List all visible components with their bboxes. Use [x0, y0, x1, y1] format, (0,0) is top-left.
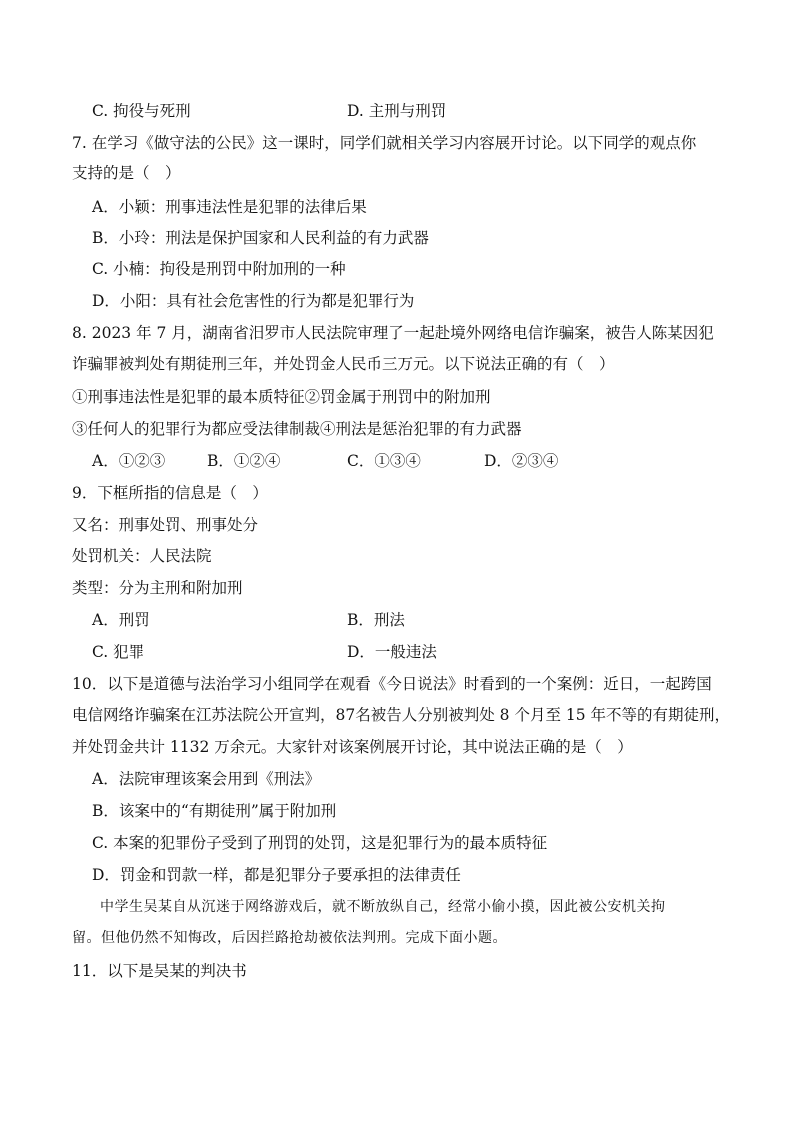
q7-stem-line-2: 支持的是（ ） — [72, 164, 181, 182]
q9-option-b: B．刑法 — [347, 611, 405, 629]
q7-option-d: D．小阳：具有社会危害性的行为都是犯罪行为 — [92, 292, 415, 310]
q9-box-line-3: 类型：分为主刑和附加刑 — [72, 579, 243, 597]
q9-options-row-1 — [92, 609, 405, 631]
q6-option-d: D. 主刑与刑罚 — [347, 102, 447, 120]
material-line-1: 中学生吴某自从沉迷于网络游戏后，就不断放纵自己，经常小偷小摸，因此被公安机关拘 — [100, 899, 666, 915]
q6-options-row — [92, 100, 447, 122]
q10-option-b: B．该案中的“有期徒刑”属于附加刑 — [92, 802, 337, 820]
q7-option-a: A．小颖：刑事违法性是犯罪的法律后果 — [92, 198, 367, 216]
q9-option-c: C. 犯罪 — [92, 643, 145, 661]
q10-stem-line-3: 并处罚金共计 1132 万余元。大家针对该案例展开讨论，其中说法正确的是（ ） — [72, 738, 633, 756]
q9-options-row-2 — [92, 641, 437, 663]
q8-option-d: D．②③④ — [484, 452, 559, 470]
q10-stem-line-1: 10．以下是道德与法治学习小组同学在观看《今日说法》时看到的一个案例：近日，一起跨国 — [72, 675, 712, 693]
q7-option-c: C. 小楠：拘役是刑罚中附加刑的一种 — [92, 260, 346, 278]
q8-statement-line-2: ③任何人的犯罪行为都应受法律制裁④刑法是惩治犯罪的有力武器 — [72, 420, 522, 438]
q10-option-c: C. 本案的犯罪份子受到了刑罚的处罚，这是犯罪行为的最本质特征 — [92, 834, 548, 852]
q9-option-a: A．刑罚 — [92, 611, 150, 629]
q10-stem-line-2: 电信网络诈骗案在江苏法院公开宣判，87名被告人分别被判处 8 个月至 15 年不等的有期徒刑， — [72, 706, 731, 724]
q11-stem: 11．以下是吴某的判决书 — [72, 962, 247, 980]
q8-stem-line-2: 诈骗罪被判处有期徒刑三年，并处罚金人民币三万元。以下说法正确的有（ ） — [72, 355, 615, 373]
q8-option-c: C．①③④ — [347, 452, 421, 470]
q9-box-line-2: 处罚机关：人民法院 — [72, 547, 212, 565]
q9-option-d: D．一般违法 — [347, 643, 437, 661]
q10-option-d: D．罚金和罚款一样，都是犯罪分子要承担的法律责任 — [92, 866, 461, 884]
q8-stem-line-1: 8. 2023 年 7 月，湖南省汨罗市人民法院审理了一起赴境外网络电信诈骗案，被告人陈某因犯 — [72, 324, 714, 342]
q9-box-line-1: 又名：刑事处罚、刑事处分 — [72, 516, 259, 534]
q8-option-a: A．①②③ — [92, 452, 166, 470]
q8-statement-line-1: ①刑事违法性是犯罪的最本质特征②罚金属于刑罚中的附加刑 — [72, 388, 491, 406]
q9-stem: 9．下框所指的信息是（ ） — [72, 484, 268, 502]
q6-option-c: C. 拘役与死刑 — [92, 102, 191, 120]
material-line-2: 留。但他仍然不知悔改，后因拦路抢劫被依法判刑。完成下面小题。 — [72, 930, 507, 946]
q10-option-a: A．法院审理该案会用到《刑法》 — [92, 770, 321, 788]
q7-option-b: B．小玲：刑法是保护国家和人民利益的有力武器 — [92, 229, 429, 247]
q8-option-b: B．①②④ — [207, 452, 281, 470]
q7-stem-line-1: 7. 在学习《做守法的公民》这一课时，同学们就相关学习内容展开讨论。以下同学的观点你 — [72, 134, 697, 152]
